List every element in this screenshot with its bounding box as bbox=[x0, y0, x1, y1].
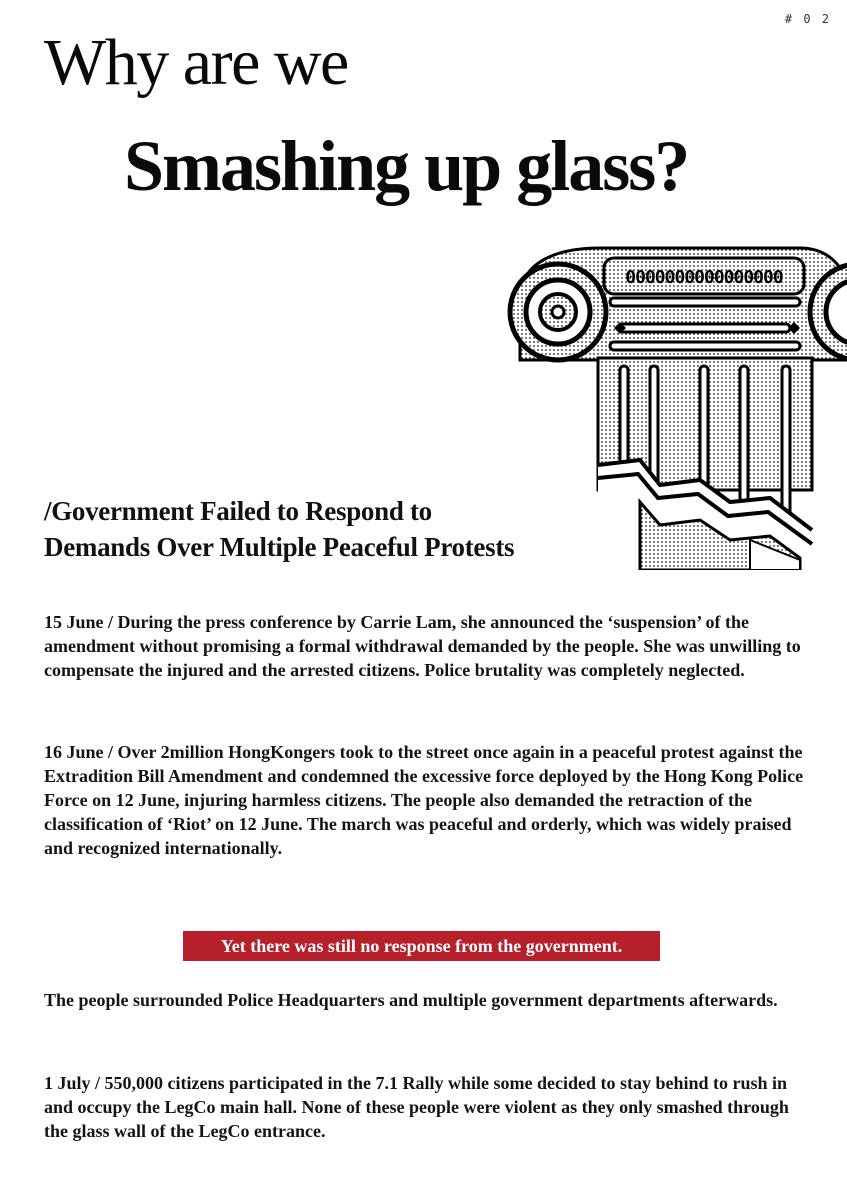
title-line-1: Why are we bbox=[44, 26, 348, 99]
paragraph-1-july: 1 July / 550,000 citizens participated in the 7.1 Rally while some decided to stay behind to rush in and occupy the LegCo main hall. None of these people were violent as they only smashed through the glass wall of the LegCo entrance. bbox=[44, 1073, 789, 1141]
callout-no-response: Yet there was still no response from the government. bbox=[183, 931, 660, 961]
page-number: # 0 2 bbox=[784, 12, 831, 26]
paragraph-15-june: 15 June / During the press conference by Carrie Lam, she announced the ‘suspension’ of the amendment without promising a formal withdrawal demanded by the people. She was unwilling to compensate the injured and the arrested citizens. Police brutality was completely neglected. bbox=[44, 612, 801, 680]
section-heading-line-2: Demands Over Multiple Peaceful Protests bbox=[44, 532, 515, 562]
section-heading-line-1: /Government Failed to Respond to bbox=[44, 496, 432, 526]
paragraph-16-june: 16 June / Over 2million HongKongers took to the street once again in a peaceful protest against the Extradition Bill Amendment and condemned the excessive force deployed by the Hong Kong Police Force on 12 June, injuring harmless citizens. The people also demanded the retraction of the classification of ‘Riot’ on 12 June. The march was peaceful and orderly, which was widely praised and recognized internationally. bbox=[44, 742, 804, 858]
section-heading bbox=[44, 493, 624, 565]
paragraph-surrounded: The people surrounded Police Headquarters and multiple government departments afterwards. bbox=[44, 990, 778, 1010]
capital-text: 0000000000000000 bbox=[625, 267, 783, 288]
title-line-2: Smashing up glass? bbox=[124, 126, 689, 206]
